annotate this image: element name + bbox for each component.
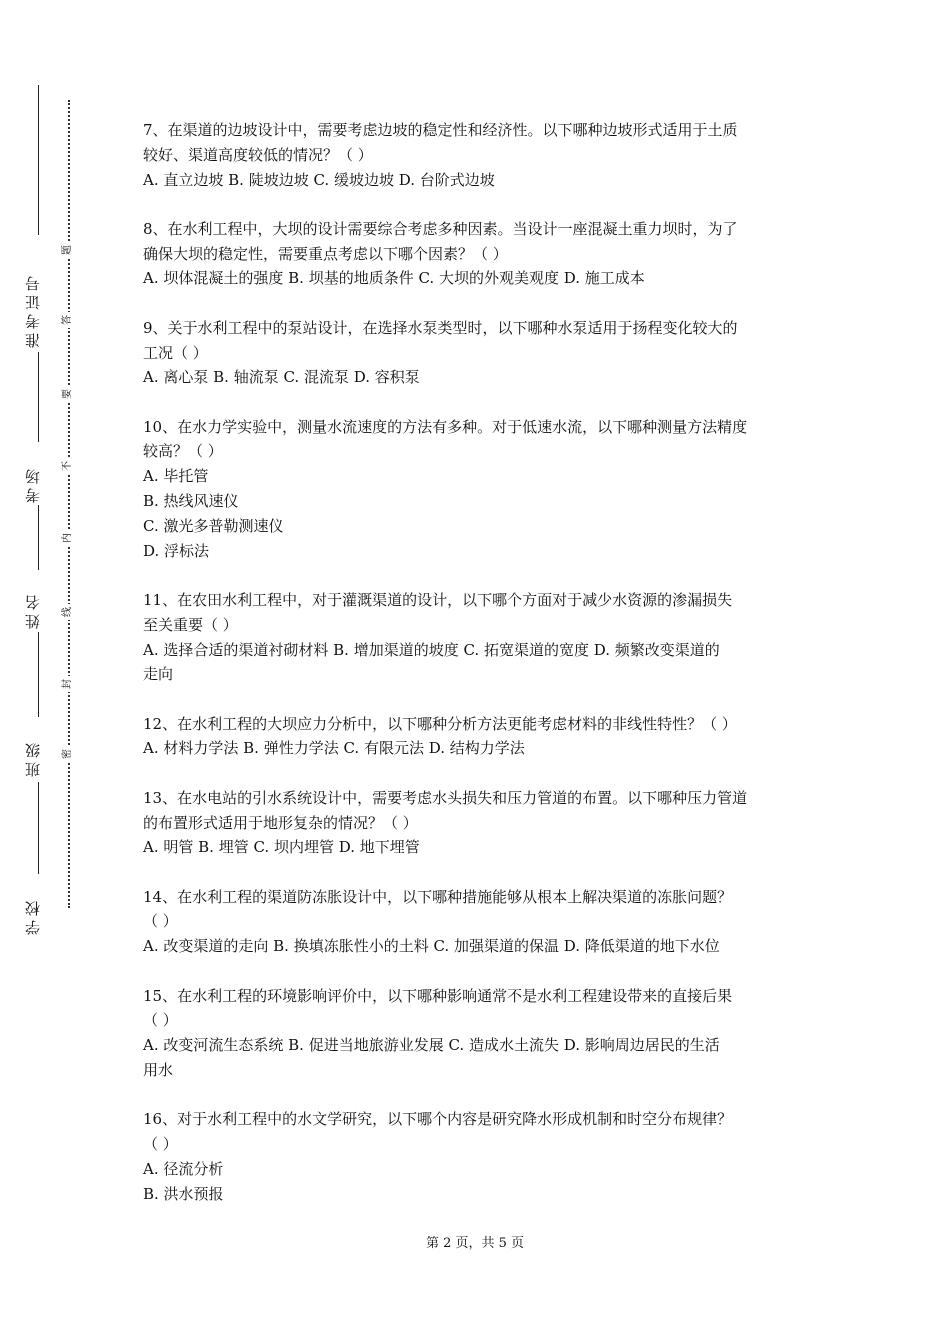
question-14 <box>143 885 813 959</box>
answer-options: A. 材料力学法 B. 弹性力学法 C. 有限元法 D. 结构力学法 <box>143 739 525 758</box>
question-7 <box>143 118 813 192</box>
answer-option: B. 洪水预报 <box>143 1184 224 1203</box>
answer-options: A. 直立边坡 B. 陡坡边坡 C. 缓坡边坡 D. 台阶式边坡 <box>143 170 495 189</box>
question-text: 至关重要（ ） <box>143 615 238 634</box>
question-text: 10、在水力学实验中，测量水流速度的方法有多种。对于低速水流，以下哪种测量方法精度 <box>143 417 748 436</box>
question-text: 工况（ ） <box>143 343 208 362</box>
label-exam-id: 准考证号 <box>24 272 42 348</box>
question-text: 15、在水利工程的环境影响评价中，以下哪种影响通常不是水利工程建设带来的直接后果 <box>143 986 733 1005</box>
seal-char: 要 <box>60 386 76 402</box>
question-9 <box>143 316 813 390</box>
question-text: 较高？（ ） <box>143 442 223 461</box>
question-12 <box>143 712 813 762</box>
question-text: 14、在水利工程的渠道防冻胀设计中，以下哪种措施能够从根本上解决渠道的冻胀问题？ <box>143 887 733 906</box>
answer-options: A. 改变渠道的走向 B. 换填冻胀性小的土料 C. 加强渠道的保温 D. 降低渠道的地下水位 <box>143 937 720 956</box>
answer-options: A. 选择合适的渠道衬砌材料 B. 增加渠道的坡度 C. 拓宽渠道的宽度 D. 频繁改变渠道的 <box>143 640 720 659</box>
answer-options: 用水 <box>143 1060 174 1079</box>
question-text: 7、在渠道的边坡设计中，需要考虑边坡的稳定性和经济性。以下哪种边坡形式适用于土质 <box>143 121 738 139</box>
binding-margin <box>0 0 110 1344</box>
question-text: 较好、渠道高度较低的情况？（ ） <box>143 145 373 164</box>
question-13 <box>143 786 813 860</box>
question-text: （ ） <box>143 1011 178 1030</box>
question-10 <box>143 415 813 564</box>
seal-char: 不 <box>60 458 76 474</box>
page-footer: 第 2 页，共 5 页 <box>425 1236 525 1251</box>
answer-option: A. 径流分析 <box>143 1159 224 1178</box>
answer-options: A. 离心泵 B. 轴流泵 C. 混流泵 D. 容积泵 <box>143 368 420 387</box>
label-name: 姓名 <box>24 591 42 629</box>
answer-option: B. 热线风速仪 <box>143 492 239 511</box>
answer-options: A. 坝体混凝土的强度 B. 坝基的地质条件 C. 大坝的外观美观度 D. 施工成本 <box>143 269 645 288</box>
answer-options: A. 改变河流生态系统 B. 促进当地旅游业发展 C. 造成水土流失 D. 影响周边居民的生活 <box>143 1036 720 1055</box>
seal-char: 封 <box>60 676 76 692</box>
question-text: 16、对于水利工程中的水文学研究，以下哪个内容是研究降水形成机制和时空分布规律？ <box>143 1110 733 1129</box>
binding-line-bj <box>38 632 39 717</box>
seal-dotted-line <box>68 100 70 908</box>
label-class: 班级 <box>24 739 42 777</box>
answer-option: A. 毕托管 <box>143 467 209 486</box>
seal-char: 密 <box>60 746 76 762</box>
question-text: 9、关于水利工程中的泵站设计，在选择水泵类型时，以下哪种水泵适用于扬程变化较大的 <box>143 318 738 337</box>
question-text: 11、在农田水利工程中，对于灌溉渠道的设计，以下哪个方面对于减少水资源的渗漏损失 <box>143 590 733 609</box>
question-list <box>143 118 813 1231</box>
answer-options: 走向 <box>143 665 174 684</box>
binding-line-kc <box>38 352 39 442</box>
answer-option: C. 激光多普勒测速仪 <box>143 516 284 535</box>
binding-line-zkzh <box>38 85 39 235</box>
question-text: 12、在水利工程的大坝应力分析中，以下哪种分析方法更能考虑材料的非线性特性？（ ） <box>143 714 737 733</box>
question-15 <box>143 984 813 1083</box>
question-8 <box>143 217 813 291</box>
seal-char: 题 <box>60 242 76 258</box>
label-school: 学校 <box>24 897 42 935</box>
binding-line-xm <box>38 505 39 570</box>
seal-char: 内 <box>60 530 76 546</box>
question-text: 的布置形式适用于地形复杂的情况？（ ） <box>143 813 418 832</box>
binding-line-xx <box>38 782 39 874</box>
question-text: 13、在水电站的引水系统设计中，需要考虑水头损失和压力管道的布置。以下哪种压力管道 <box>143 788 748 807</box>
question-11 <box>143 588 813 687</box>
question-text: （ ） <box>143 1135 178 1153</box>
answer-options: A. 明管 B. 埋管 C. 坝内埋管 D. 地下埋管 <box>143 838 420 857</box>
question-text: 确保大坝的稳定性，需要重点考虑以下哪个因素？（ ） <box>143 244 508 263</box>
question-16 <box>143 1107 813 1206</box>
answer-option: D. 浮标法 <box>143 541 210 560</box>
seal-char: 答 <box>60 312 76 328</box>
question-text: （ ） <box>143 912 178 931</box>
question-text: 8、在水利工程中，大坝的设计需要综合考虑多种因素。当设计一座混凝土重力坝时，为了 <box>143 219 738 238</box>
label-exam-room: 考场 <box>24 465 42 503</box>
seal-char: 线 <box>60 604 76 620</box>
